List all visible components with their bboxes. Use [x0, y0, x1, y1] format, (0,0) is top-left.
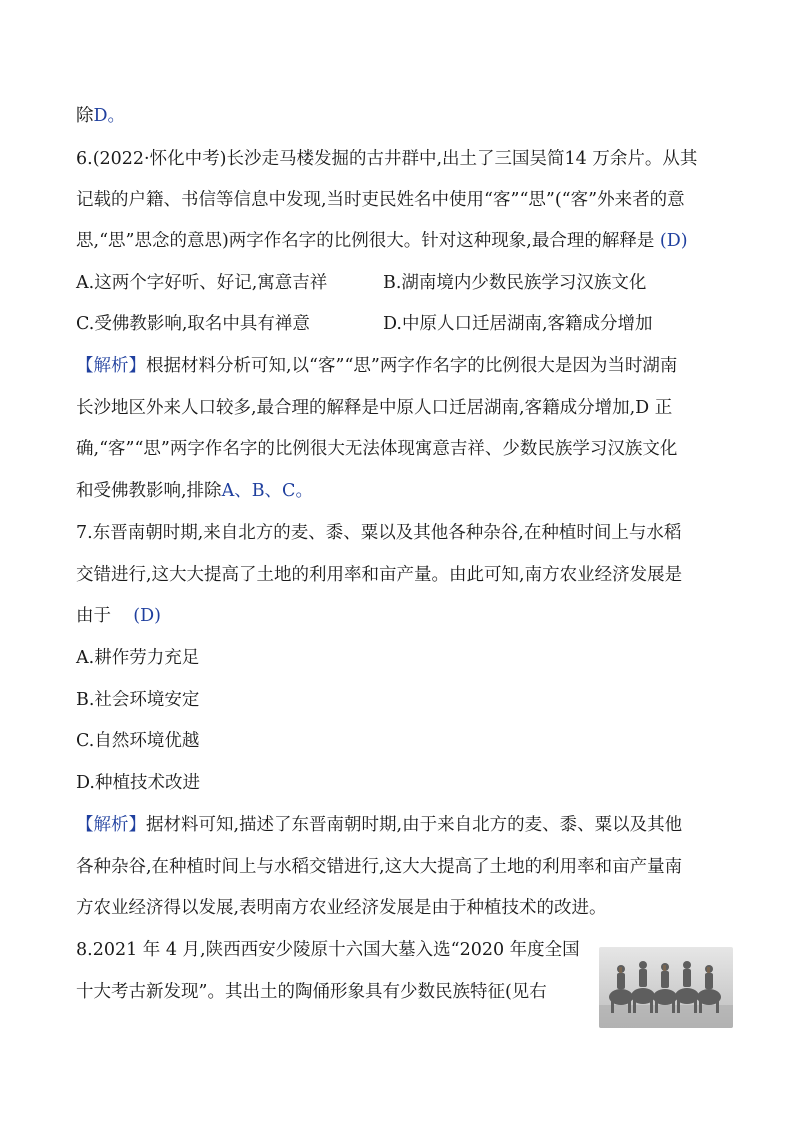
q7-stem-line-3-text: 由于	[76, 606, 111, 626]
q6-options-row-1	[76, 271, 716, 295]
q6-option-a: A.这两个字好听、好记,寓意吉祥	[76, 273, 328, 293]
q7-option-b: B.社会环境安定	[76, 690, 200, 710]
q7-analysis-line-1	[76, 813, 682, 837]
q7-stem-line-2: 交错进行,这大大提高了土地的利用率和亩产量。由此可知,南方农业经济发展是	[76, 565, 683, 585]
prev-tail-text: 除	[76, 106, 94, 126]
q7-option-c: C.自然环境优越	[76, 731, 200, 751]
q6-option-c: C.受佛教影响,取名中具有禅意	[76, 314, 310, 334]
q6-analysis-line-2: 长沙地区外来人口较多,最合理的解释是中原人口迁居湖南,客籍成分增加,D 正	[76, 398, 673, 418]
q7-stem-line-3	[76, 604, 161, 628]
q6-stem-line-2: 记载的户籍、书信等信息中发现,当时吏民姓名中使用“客”“思”(“客”外来者的意	[76, 190, 685, 210]
q7-answer: (D)	[133, 606, 161, 626]
q7-analysis-text-1: 据材料可知,描述了东晋南朝时期,由于来自北方的麦、黍、粟以及其他	[146, 815, 683, 835]
q6-stem-line-1: 6.(2022·怀化中考)长沙走马楼发掘的古井群中,出土了三国吴简14 万余片。从其	[76, 149, 698, 169]
q6-analysis-line-4	[76, 479, 313, 503]
pottery-figurines-photo	[599, 947, 733, 1028]
q7-analysis-label: 【解析】	[76, 815, 146, 835]
q6-stem-line-3	[76, 229, 688, 253]
q8-stem-line-1: 8.2021 年 4 月,陕西西安少陵原十六国大墓入选“2020 年度全国	[76, 940, 580, 960]
q7-option-d: D.种植技术改进	[76, 773, 200, 793]
prev-tail-answer: D。	[93, 106, 126, 126]
q6-option-d: D.中原人口迁居湖南,客籍成分增加	[383, 314, 653, 334]
q6-stem-line-3-text: 思,“思”思念的意思)两字作名字的比例很大。针对这种现象,最合理的解释是	[76, 231, 655, 251]
q7-analysis-line-2: 各种杂谷,在种植时间上与水稻交错进行,这大大提高了土地的利用率和亩产量南	[76, 857, 683, 877]
q6-answer: (D)	[659, 231, 688, 251]
q6-analysis-line-3: 确,“客”“思”两字作名字的比例很大无法体现寓意吉祥、少数民族学习汉族文化	[76, 439, 678, 459]
q6-analysis-excluded: A、B、C。	[221, 481, 313, 501]
q6-options-row-2	[76, 312, 716, 336]
q8-stem-line-2: 十大考古新发现”。其出土的陶俑形象具有少数民族特征(见右	[76, 982, 547, 1002]
q6-analysis-label: 【解析】	[76, 356, 146, 376]
q6-analysis-text-4: 和受佛教影响,排除	[76, 481, 222, 501]
q6-analysis-text-1: 根据材料分析可知,以“客”“思”两字作名字的比例很大是因为当时湖南	[146, 356, 678, 376]
q7-option-a: A.耕作劳力充足	[76, 648, 200, 668]
prev-question-tail	[76, 104, 125, 128]
q7-stem-line-1: 7.东晋南朝时期,来自北方的麦、黍、粟以及其他各种杂谷,在种植时间上与水稻	[76, 523, 682, 543]
q6-option-b: B.湖南境内少数民族学习汉族文化	[383, 273, 647, 293]
q7-analysis-line-3: 方农业经济得以发展,表明南方农业经济发展是由于种植技术的改进。	[76, 898, 607, 918]
q6-analysis-line-1	[76, 354, 677, 378]
